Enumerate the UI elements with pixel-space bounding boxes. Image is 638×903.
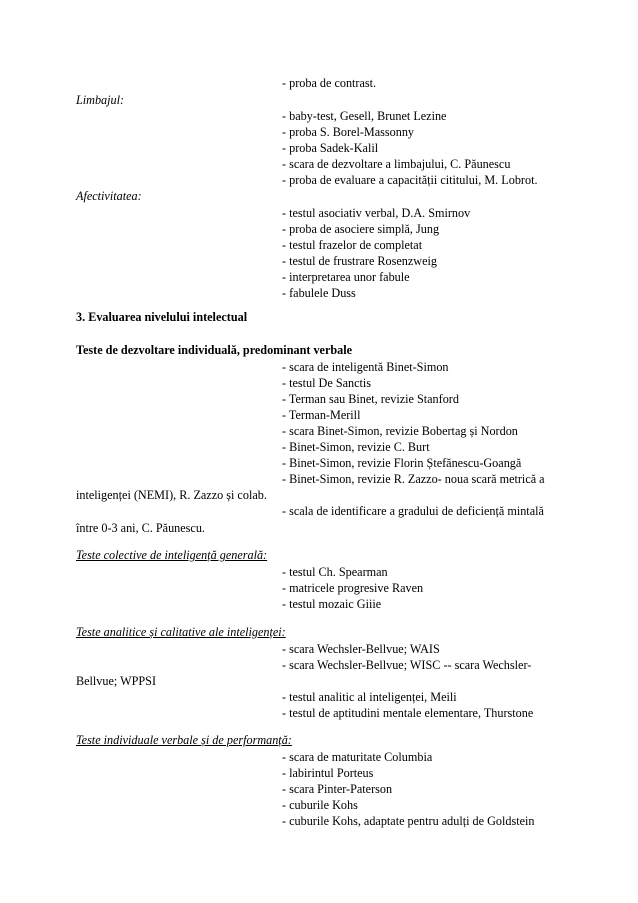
list-item: - proba S. Borel-Massonny bbox=[282, 125, 415, 139]
list-item: - matricele progresive Raven bbox=[282, 581, 424, 595]
list-item: - labirintul Porteus bbox=[282, 766, 374, 780]
list-item: - testul frazelor de completat bbox=[282, 238, 423, 252]
section-heading-afectivitatea: Afectivitatea: bbox=[76, 189, 142, 203]
list-item-continuation: inteligenței (NEMI), R. Zazzo și colab. bbox=[76, 488, 267, 502]
list-item: - Binet-Simon, revizie R. Zazzo- noua scară metrică a bbox=[282, 472, 545, 486]
list-item: - scala de identificare a gradului de deficiență mintală bbox=[282, 504, 544, 518]
section-title-evaluarea-nivelului-intelectual: 3. Evaluarea nivelului intelectual bbox=[76, 310, 248, 324]
subsection-heading-teste-colective: Teste colective de inteligență generală: bbox=[76, 548, 268, 562]
list-item: - Binet-Simon, revizie C. Burt bbox=[282, 440, 430, 454]
list-item: - cuburile Kohs, adaptate pentru adulți de Goldstein bbox=[282, 814, 535, 828]
list-item: - testul asociativ verbal, D.A. Smirnov bbox=[282, 206, 471, 220]
list-item: - cuburile Kohs bbox=[282, 798, 358, 812]
list-item: - interpretarea unor fabule bbox=[282, 270, 410, 284]
list-item: - proba de evaluare a capacității cititului, M. Lobrot. bbox=[282, 173, 538, 187]
list-item: - testul analitic al inteligenței, Meili bbox=[282, 690, 457, 704]
list-item: - scara de inteligentă Binet-Simon bbox=[282, 360, 449, 374]
list-item: - baby-test, Gesell, Brunet Lezine bbox=[282, 109, 447, 123]
list-item: - testul Ch. Spearman bbox=[282, 565, 388, 579]
subsection-heading-teste-dezvoltare: Teste de dezvoltare individuală, predominant verbale bbox=[76, 343, 353, 357]
list-item: - scara de dezvoltare a limbajului, C. Păunescu bbox=[282, 157, 511, 171]
list-item: - Binet-Simon, revizie Florin Ștefănescu-Goangă bbox=[282, 456, 522, 470]
list-item: - proba de asociere simplă, Jung bbox=[282, 222, 440, 236]
list-item: - proba de contrast. bbox=[282, 76, 377, 90]
list-item: - testul De Sanctis bbox=[282, 376, 372, 390]
list-item: - testul de frustrare Rosenzweig bbox=[282, 254, 437, 268]
list-item-continuation: între 0-3 ani, C. Păunescu. bbox=[76, 521, 205, 535]
list-item: - testul de aptitudini mentale elementare, Thurstone bbox=[282, 706, 534, 720]
subsection-heading-teste-analitice: Teste analitice și calitative ale inteligenței: bbox=[76, 625, 286, 639]
list-item: - Terman-Merill bbox=[282, 408, 361, 422]
list-item: - scara Binet-Simon, revizie Bobertag și Nordon bbox=[282, 424, 518, 438]
list-item: - Terman sau Binet, revizie Stanford bbox=[282, 392, 459, 406]
subsection-heading-teste-individuale: Teste individuale verbale și de performanță: bbox=[76, 733, 292, 747]
list-item: - scara Pinter-Paterson bbox=[282, 782, 393, 796]
list-item: - proba Sadek-Kalil bbox=[282, 141, 379, 155]
list-item: - testul mozaic Giiie bbox=[282, 597, 382, 611]
list-item: - fabulele Duss bbox=[282, 286, 356, 300]
list-item: - scara Wechsler-Bellvue; WISC -- scara Wechsler- bbox=[282, 658, 532, 672]
list-item: - scara Wechsler-Bellvue; WAIS bbox=[282, 642, 440, 656]
list-item-continuation: Bellvue; WPPSI bbox=[76, 674, 157, 688]
list-item: - scara de maturitate Columbia bbox=[282, 750, 433, 764]
section-heading-limbajul: Limbajul: bbox=[76, 93, 125, 107]
